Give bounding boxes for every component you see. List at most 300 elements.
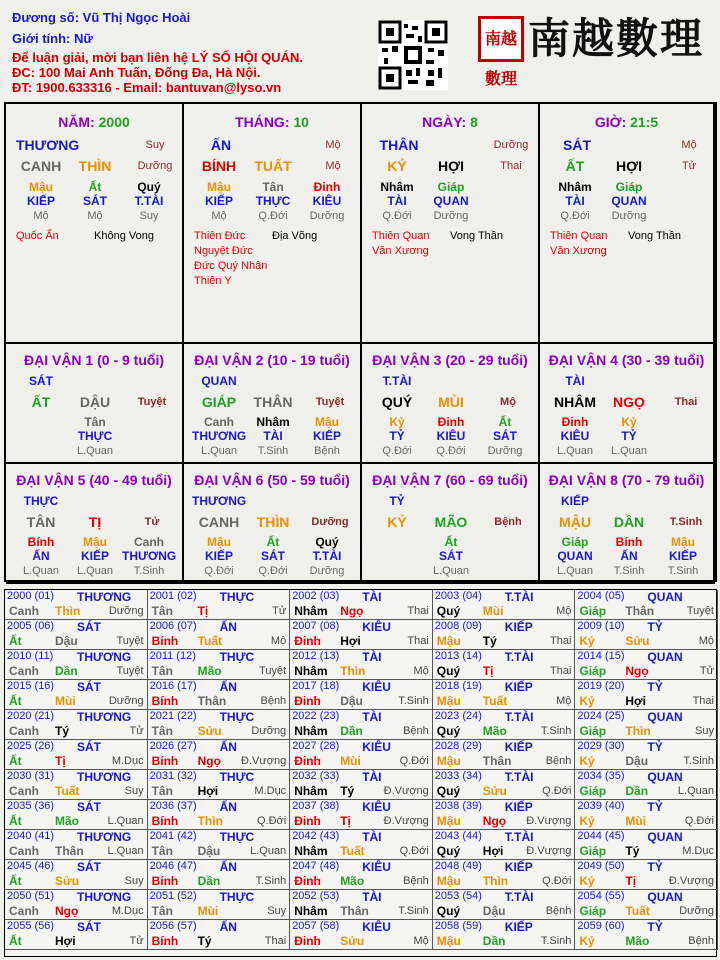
- year-cell: [433, 920, 576, 950]
- hidden-stem: Tân: [262, 180, 284, 194]
- year-stage: Bệnh: [403, 725, 429, 737]
- year-star: SÁT: [77, 680, 101, 694]
- year-chi: Tuất: [482, 694, 508, 708]
- pillar-star: THÂN: [379, 137, 419, 153]
- hidden-star: TÀI: [387, 194, 407, 208]
- year-star: QUAN: [647, 770, 683, 784]
- hidden-stem: Mậu: [671, 535, 695, 549]
- hidden-stem: Quý: [137, 180, 161, 194]
- year-label: 2037 (38): [292, 800, 340, 812]
- year-cell: [148, 770, 291, 800]
- year-chi: Tị: [625, 874, 637, 888]
- special-star: Địa Võng: [272, 230, 318, 242]
- year-chi: Ngọ: [340, 604, 364, 618]
- dai-van-chi: DẦN: [613, 514, 645, 530]
- year-label: 2019 (20): [577, 680, 625, 692]
- dai-van-can: GIÁP: [201, 394, 237, 410]
- hidden-star: KIÊU: [436, 429, 466, 443]
- hidden-stem: Ất: [88, 180, 102, 194]
- pillar-can: BÍNH: [201, 158, 237, 174]
- year-label: 2015 (16): [7, 680, 55, 692]
- year-can: Kỷ: [579, 874, 595, 888]
- year-star: TỶ: [647, 680, 663, 694]
- year-chi: Dần: [340, 724, 363, 738]
- hidden-star: SÁT: [83, 194, 107, 208]
- year-chi: Tuất: [340, 844, 365, 858]
- year-can: Mậu: [436, 754, 461, 768]
- hidden-star: QUAN: [557, 549, 593, 563]
- year-label: 2016 (17): [149, 680, 197, 692]
- dai-van-cell: [6, 344, 184, 464]
- hidden-stage: Q.Đới: [382, 210, 412, 222]
- pillar-label: NGÀY:: [422, 114, 471, 130]
- year-chi: Dậu: [482, 904, 506, 918]
- year-label: 2018 (19): [434, 680, 482, 692]
- year-stage: Bệnh: [545, 905, 572, 917]
- hidden-star: KIẾP: [204, 549, 233, 563]
- year-can: Quý: [436, 604, 461, 618]
- dai-van-state: Bệnh: [494, 516, 522, 528]
- pillar-star-stage: Suy: [145, 139, 165, 151]
- year-cell: [575, 590, 718, 620]
- year-stage: Tuyệt: [116, 635, 144, 647]
- year-chi: Dần: [197, 874, 221, 888]
- year-cell: [433, 740, 576, 770]
- hidden-star: THƯƠNG: [192, 429, 247, 443]
- year-can: Quý: [436, 844, 461, 858]
- year-star: QUAN: [647, 590, 683, 604]
- year-chi: Thìn: [625, 724, 651, 738]
- pillar-cell: [6, 104, 184, 344]
- pillar-title: [6, 114, 182, 130]
- year-can: Ất: [9, 874, 22, 888]
- year-chi: Mão: [482, 724, 507, 738]
- pillar-chi-stage: Mộ: [325, 160, 341, 172]
- year-label: 2014 (15): [577, 650, 625, 662]
- year-stage: Dưỡng: [251, 725, 287, 737]
- year-cell: [575, 770, 718, 800]
- year-can: Đinh: [294, 934, 321, 948]
- pillar-can: CANH: [20, 158, 62, 174]
- year-stage: Thai: [549, 635, 572, 647]
- year-stage: Suy: [695, 725, 714, 737]
- hidden-stage: L.Quan: [610, 445, 648, 457]
- year-star: SÁT: [77, 860, 101, 874]
- year-cell: [433, 590, 576, 620]
- year-cell: [575, 650, 718, 680]
- year-cell: [433, 890, 576, 920]
- year-label: 2023 (24): [434, 710, 482, 722]
- hidden-star: SÁT: [261, 549, 285, 563]
- pillar-title: [540, 114, 713, 130]
- year-can: Giáp: [579, 904, 607, 918]
- year-star: TỶ: [647, 620, 663, 634]
- hidden-stage: L.Quan: [200, 445, 238, 457]
- hidden-stage: Mộ: [33, 210, 49, 222]
- hidden-stage: Q.Đới: [258, 210, 288, 222]
- year-stage: Suy: [267, 905, 287, 917]
- year-cell: [148, 830, 291, 860]
- pillar-star: THƯƠNG: [16, 137, 80, 153]
- year-label: 2054 (55): [577, 890, 625, 902]
- year-star: TÀI: [362, 770, 382, 784]
- brand-logo: 南越數理: [528, 14, 705, 63]
- year-label: 2042 (43): [292, 830, 340, 842]
- year-chi: Dậu: [197, 844, 221, 858]
- pillar-star-stage: Mộ: [681, 139, 697, 151]
- year-can: Nhâm: [294, 604, 328, 618]
- year-can: Tân: [151, 904, 173, 918]
- year-label: 2002 (03): [292, 590, 340, 602]
- hidden-star: SÁT: [439, 549, 463, 563]
- year-star: T.TÀI: [504, 830, 534, 844]
- year-chi: Thân: [625, 604, 655, 618]
- year-chi: Tý: [55, 724, 70, 738]
- year-can: Bính: [151, 634, 179, 648]
- dai-van-title: ĐẠI VẬN 3 (20 - 29 tuổi): [372, 352, 528, 368]
- year-can: Mậu: [436, 814, 461, 828]
- hidden-stem: Đinh: [313, 180, 341, 194]
- year-label: 2006 (07): [149, 620, 197, 632]
- year-cell: [5, 680, 148, 710]
- year-star: SÁT: [77, 740, 101, 754]
- hidden-star: TÀI: [263, 429, 283, 443]
- dai-van-title: ĐẠI VẬN 2 (10 - 19 tuổi): [194, 352, 350, 368]
- year-stage: Tử: [129, 725, 144, 737]
- year-stage: Suy: [124, 875, 144, 887]
- year-label: 2053 (54): [434, 890, 482, 902]
- year-cell: [148, 680, 291, 710]
- year-cell: [290, 920, 433, 950]
- pillar-chi-stage: Tử: [681, 160, 697, 172]
- dai-van-can: KỶ: [387, 514, 407, 530]
- hidden-stage: L.Quan: [432, 565, 470, 577]
- year-stage: Đ.Vượng: [526, 815, 572, 827]
- year-cell: [148, 860, 291, 890]
- year-can: Kỷ: [579, 814, 595, 828]
- year-cell: [148, 800, 291, 830]
- year-star: TÀI: [362, 650, 382, 664]
- year-can: Kỷ: [579, 694, 595, 708]
- year-label: 2041 (42): [149, 830, 197, 842]
- year-can: Giáp: [579, 664, 607, 678]
- pillar-chi-stage: Thai: [500, 160, 522, 172]
- year-can: Ất: [9, 694, 22, 708]
- year-stage: Mộ: [413, 935, 429, 947]
- year-cell: [290, 680, 433, 710]
- hidden-stem: Kỷ: [389, 415, 405, 429]
- pillar-label: NĂM:: [58, 114, 99, 130]
- pillar-value: 8: [470, 114, 478, 130]
- dai-van-cell: [362, 464, 540, 584]
- pillar-label: THÁNG:: [235, 114, 294, 130]
- year-cell: [433, 680, 576, 710]
- year-star: KIẾP: [504, 680, 533, 694]
- year-chi: Thân: [197, 694, 227, 708]
- hidden-star: THỰC: [255, 194, 291, 208]
- year-cell: [290, 860, 433, 890]
- year-can: Canh: [9, 784, 39, 798]
- hidden-star: KIẾP: [312, 429, 341, 443]
- year-can: Nhâm: [294, 904, 328, 918]
- hidden-stem: Nhâm: [256, 415, 290, 429]
- year-can: Bính: [151, 694, 179, 708]
- year-can: Quý: [436, 784, 461, 798]
- year-stage: T.Sinh: [540, 725, 572, 737]
- year-label: 2026 (27): [149, 740, 197, 752]
- pillar-cell: [184, 104, 362, 344]
- year-chi: Tý: [625, 844, 640, 858]
- year-star: KIÊU: [362, 860, 391, 874]
- year-can: Quý: [436, 904, 461, 918]
- pillar-chi: HỢI: [438, 158, 464, 174]
- gender: Giới tính: Nữ: [12, 31, 93, 46]
- year-cell: [290, 620, 433, 650]
- phone-email-line: ĐT: 1900.633316 - Email: bantuvan@lyso.vn: [12, 80, 282, 95]
- dai-van-title: ĐẠI VẬN 6 (50 - 59 tuổi): [194, 472, 350, 488]
- four-pillars-grid: [4, 102, 717, 582]
- hidden-stem: Nhâm: [558, 180, 592, 194]
- year-chi: Thìn: [55, 604, 81, 618]
- hidden-star: ẤN: [620, 549, 638, 563]
- year-stage: Bệnh: [545, 755, 572, 767]
- year-stage: L.Quan: [107, 845, 144, 857]
- pillar-chi-stage: Dưỡng: [137, 160, 173, 172]
- hidden-stage: T.Sinh: [613, 565, 645, 577]
- year-stage: Thai: [692, 695, 714, 707]
- year-cell: [5, 890, 148, 920]
- year-label: 2031 (32): [149, 770, 197, 782]
- hidden-star: QUAN: [611, 194, 647, 208]
- year-label: 2039 (40): [577, 800, 625, 812]
- year-stage: Thai: [407, 605, 429, 617]
- year-star: KIẾP: [504, 860, 533, 874]
- year-cell: [148, 890, 291, 920]
- special-star: Thiên Đức: [194, 230, 246, 242]
- hidden-stem: Giáp: [437, 180, 465, 194]
- yearly-luck-table: [4, 589, 717, 957]
- contact-line: Để luận giải, mời bạn liên hệ LÝ SỐ HỘI QUÁN.: [12, 50, 303, 65]
- hidden-stage: Dưỡng: [611, 210, 647, 222]
- year-cell: [575, 620, 718, 650]
- year-star: KIÊU: [362, 920, 391, 934]
- year-stage: Tuyệt: [686, 605, 714, 617]
- hidden-stem: Canh: [134, 535, 164, 549]
- special-star: Nguyệt Đức: [194, 245, 253, 257]
- year-star: TÀI: [362, 710, 382, 724]
- year-can: Bính: [151, 934, 179, 948]
- year-chi: Mùi: [482, 604, 504, 618]
- hidden-star: KIÊU: [560, 429, 590, 443]
- year-cell: [433, 710, 576, 740]
- year-cell: [433, 830, 576, 860]
- year-star: THƯƠNG: [77, 710, 132, 724]
- year-label: 2022 (23): [292, 710, 340, 722]
- dai-van-state: Tuyệt: [315, 396, 345, 408]
- year-stage: T.Sinh: [398, 905, 429, 917]
- year-cell: [575, 680, 718, 710]
- year-chi: Thân: [482, 754, 512, 768]
- year-can: Đinh: [294, 634, 321, 648]
- year-stage: Q.Đới: [399, 755, 429, 767]
- year-star: THỰC: [219, 830, 255, 844]
- dai-van-cell: [184, 344, 362, 464]
- year-chi: Hợi: [340, 634, 361, 648]
- year-cell: [575, 740, 718, 770]
- special-star: Thiên Quan: [372, 230, 430, 242]
- year-label: 2046 (47): [149, 860, 197, 872]
- year-star: KIÊU: [362, 800, 391, 814]
- year-stage: T.Sinh: [683, 755, 714, 767]
- year-chi: Tuất: [55, 784, 80, 798]
- year-chi: Sửu: [55, 874, 80, 888]
- year-stage: Thai: [264, 935, 287, 947]
- year-stage: T.Sinh: [540, 935, 572, 947]
- year-cell: [5, 800, 148, 830]
- year-stage: Mộ: [270, 635, 287, 647]
- dai-van-cell: [6, 464, 184, 584]
- year-can: Tân: [151, 664, 173, 678]
- year-label: 2056 (57): [149, 920, 197, 932]
- dai-van-chi: MÙI: [438, 394, 464, 410]
- address-line: ĐC: 100 Mai Anh Tuấn, Đống Đa, Hà Nội.: [12, 65, 261, 80]
- hidden-star: T.TÀI: [312, 549, 342, 563]
- year-stage: Q.Đới: [256, 815, 287, 827]
- year-can: Mậu: [436, 634, 461, 648]
- year-cell: [5, 620, 148, 650]
- year-cell: [148, 740, 291, 770]
- hidden-stem: Mậu: [83, 535, 107, 549]
- dai-van-star: TÀI: [565, 374, 585, 388]
- year-label: 2013 (14): [434, 650, 482, 662]
- hidden-star: SÁT: [493, 429, 517, 443]
- year-cell: [5, 830, 148, 860]
- special-star: Không Vong: [94, 230, 154, 242]
- dai-van-star: THƯƠNG: [192, 494, 247, 508]
- year-star: THỰC: [219, 890, 255, 904]
- year-cell: [433, 650, 576, 680]
- year-chi: Mùi: [197, 904, 219, 918]
- year-chi: Tị: [482, 664, 494, 678]
- year-label: 2000 (01): [7, 590, 55, 602]
- year-chi: Mão: [197, 664, 222, 678]
- year-stage: Đ.Vượng: [383, 815, 429, 827]
- year-label: 2043 (44): [434, 830, 482, 842]
- hidden-stem: Nhâm: [380, 180, 414, 194]
- year-stage: M.Dục: [111, 905, 144, 917]
- year-chi: Tý: [482, 634, 497, 648]
- year-star: T.TÀI: [504, 770, 534, 784]
- year-star: QUAN: [647, 650, 683, 664]
- dai-van-star: TỶ: [389, 494, 405, 508]
- year-label: 2021 (22): [149, 710, 197, 722]
- dai-van-title: ĐẠI VẬN 8 (70 - 79 tuổi): [548, 472, 705, 488]
- year-label: 2007 (08): [292, 620, 340, 632]
- year-stage: Tuyệt: [116, 665, 144, 677]
- person-name: Đương số: Vũ Thị Ngọc Hoài: [12, 10, 191, 25]
- year-star: T.TÀI: [504, 650, 534, 664]
- year-cell: [148, 590, 291, 620]
- year-chi: Hợi: [197, 784, 219, 798]
- year-can: Kỷ: [579, 634, 595, 648]
- hidden-stage: T.Sinh: [257, 445, 289, 457]
- hidden-stage: Dưỡng: [309, 210, 345, 222]
- year-label: 2017 (18): [292, 680, 340, 692]
- special-star: Văn Xương: [550, 245, 607, 257]
- dai-van-chi: NGỌ: [613, 394, 645, 410]
- pillar-chi: HỢI: [616, 158, 642, 174]
- year-chi: Sửu: [482, 784, 507, 798]
- year-cell: [5, 650, 148, 680]
- year-stage: Đ.Vượng: [241, 755, 287, 767]
- hidden-star: KIÊU: [312, 194, 342, 208]
- hidden-stage: Dưỡng: [309, 565, 345, 577]
- pillar-value: 10: [293, 114, 309, 130]
- year-chi: Tị: [340, 814, 351, 828]
- year-chi: Tị: [197, 604, 209, 618]
- year-star: TỶ: [647, 740, 663, 754]
- dai-van-star: THỰC: [23, 494, 59, 508]
- year-cell: [148, 710, 291, 740]
- pillar-star-stage: Dưỡng: [493, 139, 529, 151]
- hidden-stage: L.Quan: [556, 565, 594, 577]
- year-can: Mậu: [436, 934, 461, 948]
- year-label: 2040 (41): [7, 830, 55, 842]
- dai-van-cell: [184, 464, 362, 584]
- year-stage: M.Dục: [682, 845, 714, 857]
- hidden-star: T.TÀI: [134, 194, 164, 208]
- special-star: Quốc Ấn: [16, 230, 59, 242]
- year-star: KIẾP: [504, 620, 533, 634]
- year-label: 2050 (51): [7, 890, 55, 902]
- year-stage: T.Sinh: [255, 875, 287, 887]
- pillar-can: KỶ: [387, 158, 407, 174]
- year-cell: [290, 830, 433, 860]
- dai-van-star: T.TÀI: [382, 374, 412, 388]
- year-stage: Tuyệt: [259, 665, 287, 677]
- year-cell: [290, 800, 433, 830]
- year-can: Canh: [9, 604, 39, 618]
- seal-stamp: 南越數理: [478, 16, 524, 62]
- year-label: 2035 (36): [7, 800, 55, 812]
- year-star: KIÊU: [362, 620, 391, 634]
- year-stage: L.Quan: [250, 845, 287, 857]
- hidden-stem: Ất: [444, 535, 458, 549]
- year-star: SÁT: [77, 620, 101, 634]
- special-star: Vong Thần: [628, 230, 682, 242]
- hidden-stem: Mậu: [207, 535, 231, 549]
- year-label: 2033 (34): [434, 770, 482, 782]
- year-cell: [433, 800, 576, 830]
- hidden-stage: T.Sinh: [667, 565, 699, 577]
- pillar-title: [184, 114, 360, 130]
- year-cell: [148, 650, 291, 680]
- hidden-stage: Q.Đới: [436, 445, 466, 457]
- year-label: 2045 (46): [7, 860, 55, 872]
- year-can: Bính: [151, 754, 179, 768]
- year-star: THỰC: [219, 710, 255, 724]
- year-cell: [575, 830, 718, 860]
- hidden-stem: Canh: [204, 415, 234, 429]
- year-star: KIẾP: [504, 920, 533, 934]
- year-cell: [433, 860, 576, 890]
- year-cell: [290, 770, 433, 800]
- hidden-stage: T.Sinh: [133, 565, 165, 577]
- year-stage: Q.Đới: [542, 875, 572, 887]
- year-star: ẤN: [219, 860, 237, 874]
- hidden-star: TỶ: [389, 429, 405, 443]
- year-star: TỶ: [647, 860, 663, 874]
